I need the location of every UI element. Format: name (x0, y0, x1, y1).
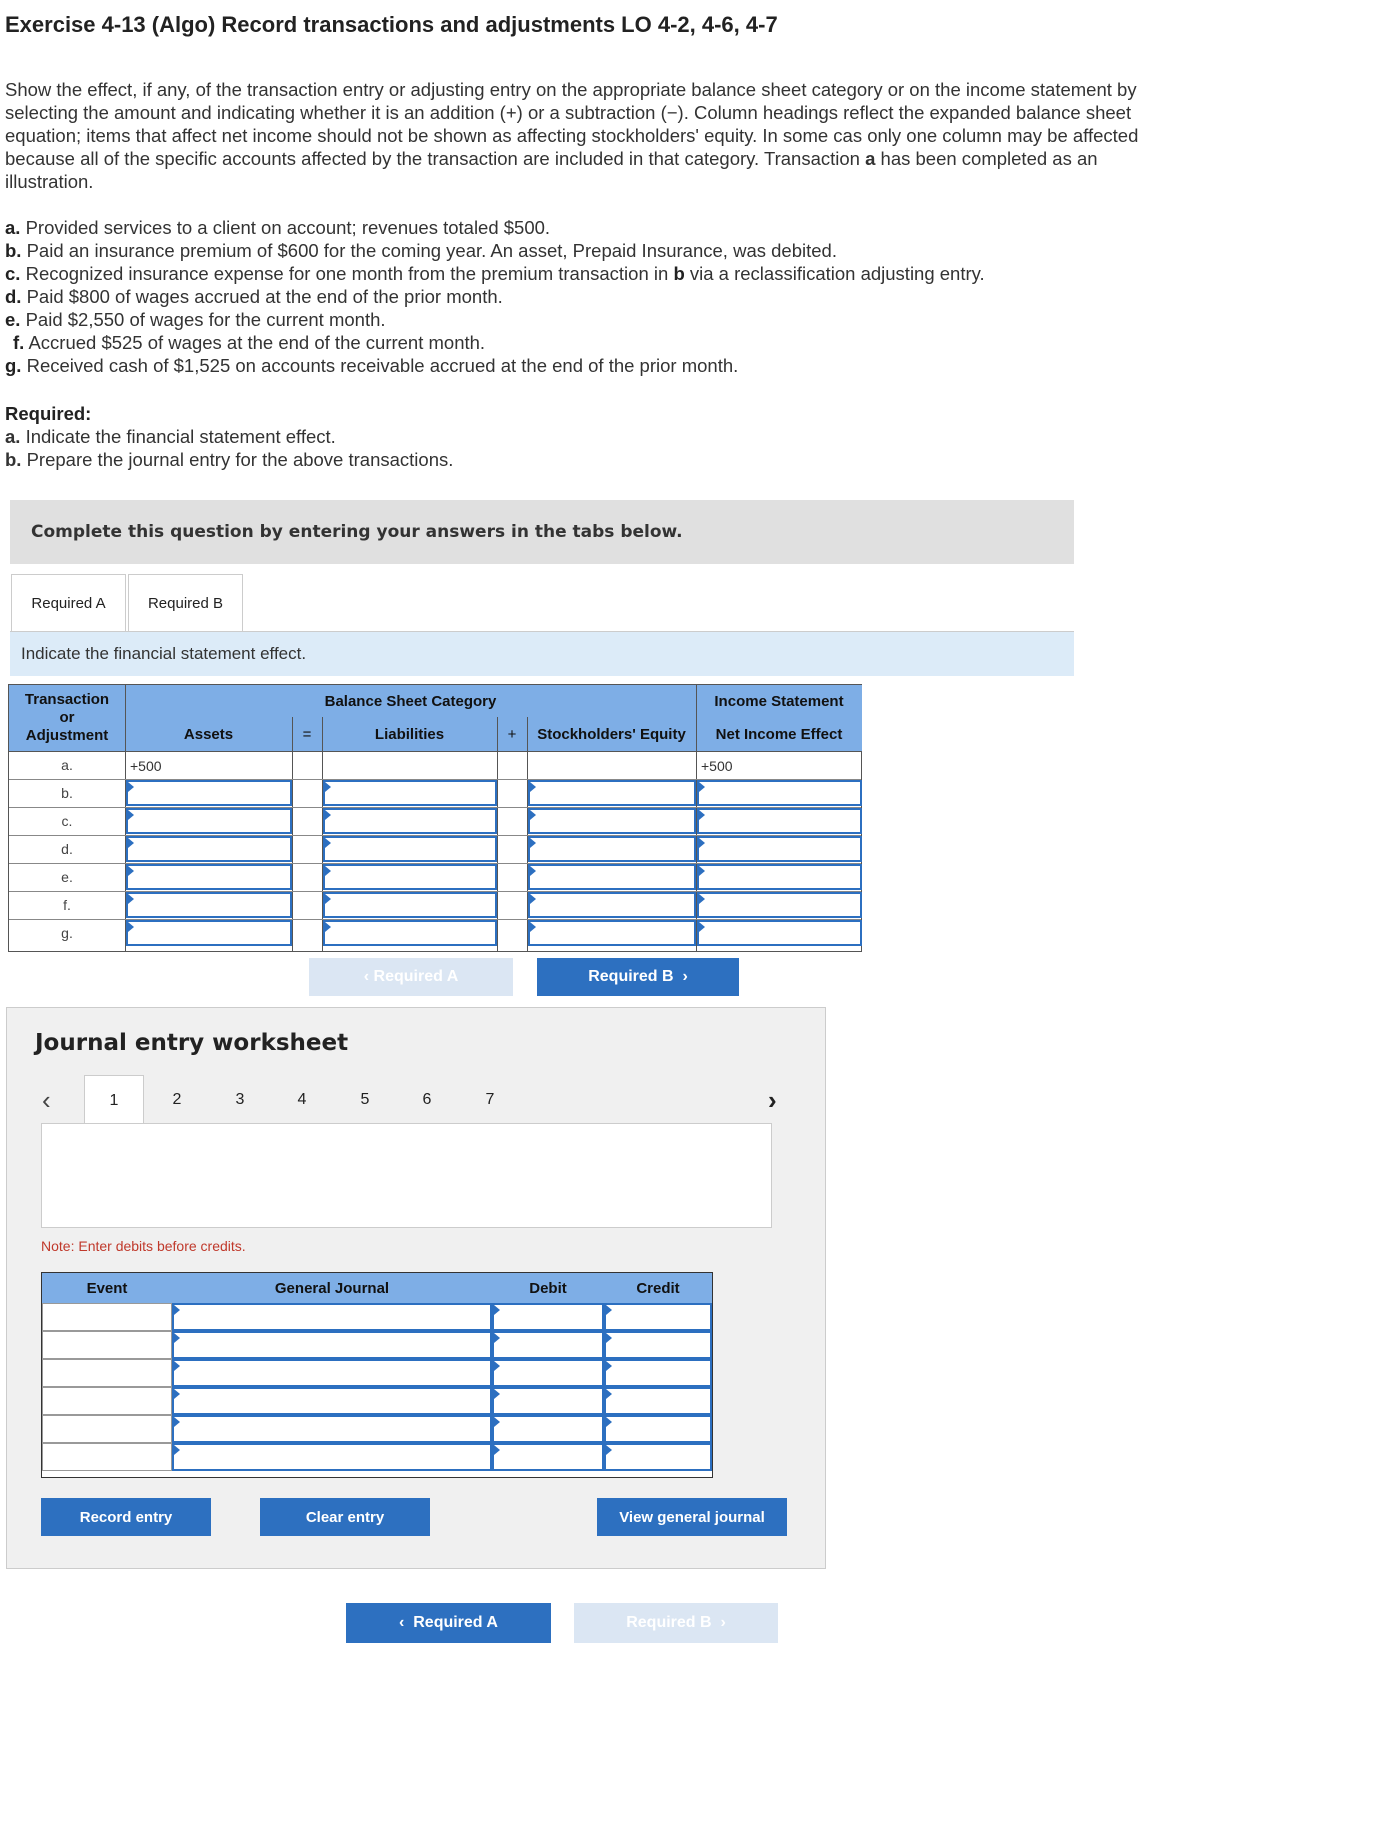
account-select[interactable] (172, 1387, 492, 1415)
row-label-b: b. (61, 785, 73, 801)
transaction-item: g. Received cash of $1,525 on accounts receivable accrued at the end of the prior month. (5, 355, 739, 376)
credit-input[interactable] (604, 1443, 712, 1471)
required-a: a. Indicate the financial statement effect. (5, 426, 336, 447)
debit-header: Debit (492, 1273, 604, 1303)
chevron-left-icon: ‹ (363, 968, 374, 985)
debit-input[interactable] (492, 1303, 604, 1331)
transaction-item: c. Recognized insurance expense for one month from the premium transaction in b via a reclassification adjusting entry. (5, 263, 985, 284)
tab-bar (11, 574, 243, 632)
row-label-e: e. (61, 869, 73, 885)
journal-title: Journal entry worksheet (35, 1030, 349, 1056)
row-label-a: a. (61, 757, 73, 773)
net-income-input[interactable] (697, 780, 862, 806)
net-income-input[interactable] (697, 836, 862, 862)
net-income-input[interactable] (697, 864, 862, 890)
page-3[interactable]: 3 (235, 1091, 245, 1108)
debit-input[interactable] (492, 1387, 604, 1415)
event-header: Event (42, 1273, 172, 1303)
bottom-next-required-b-button[interactable]: Required B › (574, 1603, 778, 1643)
transaction-list (5, 216, 985, 377)
account-select[interactable] (172, 1415, 492, 1443)
equity-input[interactable] (528, 808, 696, 834)
net-income-header: Net Income Effect (696, 717, 862, 751)
required-heading: Required: (5, 403, 92, 424)
transaction-item: a. Provided services to a client on account; revenues totaled $500. (5, 217, 551, 238)
prev-required-a-button[interactable]: ‹ Required A (309, 958, 513, 996)
liabilities-input[interactable] (323, 892, 497, 918)
row-label-g: g. (61, 925, 73, 941)
bottom-prev-required-a-button[interactable]: ‹ Required A (346, 1603, 551, 1643)
col-divider (497, 717, 498, 951)
event-cell (42, 1387, 172, 1415)
account-select[interactable] (172, 1359, 492, 1387)
page-2[interactable]: 2 (172, 1091, 182, 1108)
table-row (42, 1387, 712, 1415)
chevron-left-icon: ‹ (399, 1614, 414, 1631)
required-b: b. Prepare the journal entry for the above transactions. (5, 449, 454, 470)
assets-input[interactable] (126, 808, 292, 834)
credit-input[interactable] (604, 1331, 712, 1359)
financial-effect-table (8, 684, 862, 952)
assets-input[interactable] (126, 892, 292, 918)
journal-table (41, 1272, 713, 1478)
liabilities-input[interactable] (323, 808, 497, 834)
equity-input[interactable] (528, 892, 696, 918)
transaction-item: e. Paid $2,550 of wages for the current month. (5, 309, 386, 330)
page-7[interactable]: 7 (485, 1091, 495, 1108)
exercise-title: Exercise 4-13 (Algo) Record transactions and adjustments LO 4-2, 4-6, 4-7 (5, 12, 778, 37)
assets-input[interactable] (126, 864, 292, 890)
journal-pager (38, 1075, 790, 1125)
tab-required-a[interactable]: Required A (11, 574, 126, 632)
table-row (42, 1331, 712, 1359)
required-section (5, 402, 453, 471)
liabilities-input[interactable] (323, 836, 497, 862)
journal-description-box (41, 1123, 772, 1228)
equity-input[interactable] (528, 864, 696, 890)
equity-input[interactable] (528, 920, 696, 946)
event-cell (42, 1443, 172, 1471)
debit-input[interactable] (492, 1443, 604, 1471)
net-income-input[interactable] (697, 892, 862, 918)
event-cell (42, 1415, 172, 1443)
account-select[interactable] (172, 1303, 492, 1331)
journal-note: Note: Enter debits before credits. (41, 1238, 246, 1254)
row-label-f: f. (63, 897, 71, 913)
row-a-assets-value: +500 (130, 757, 162, 774)
event-cell (42, 1331, 172, 1359)
intro-end: has been completed as an illustration. (5, 148, 1098, 192)
page-4[interactable]: 4 (297, 1091, 307, 1108)
intro-bold: a (865, 148, 876, 169)
page-5[interactable]: 5 (360, 1091, 370, 1108)
col-transaction-header: Transaction or Adjustment (9, 685, 125, 751)
tab-instruction: Indicate the financial statement effect. (10, 632, 1074, 676)
assets-input[interactable] (126, 780, 292, 806)
event-cell (42, 1359, 172, 1387)
intro-text (5, 78, 1145, 193)
assets-input[interactable] (126, 920, 292, 946)
page-1[interactable]: 1 (84, 1075, 144, 1126)
debit-input[interactable] (492, 1415, 604, 1443)
equals-sign: = (292, 717, 322, 751)
chevron-right-icon: › (673, 968, 688, 985)
balance-sheet-header: Balance Sheet Category (125, 685, 696, 717)
credit-header: Credit (604, 1273, 712, 1303)
row-label-d: d. (61, 841, 73, 857)
liabilities-input[interactable] (323, 780, 497, 806)
chevron-right-icon[interactable]: › (768, 1084, 777, 1115)
intro-body: Show the effect, if any, of the transaction entry or adjusting entry on the appropriate balance sheet category or on the income statement by selecting the amount and indicating whether it is an addition (+) or a subtraction (−). Column headings reflect the expanded balance sheet equation; items that affect net income should not be shown as affecting stockholders' equity. In some cas only one column may be affected because all of the specific accounts affected by the transaction are included in that category. Transaction (5, 79, 1139, 169)
tab-required-b[interactable]: Required B (128, 574, 243, 632)
debit-input[interactable] (492, 1331, 604, 1359)
credit-input[interactable] (604, 1415, 712, 1443)
event-cell (42, 1303, 172, 1331)
liabilities-input[interactable] (323, 920, 497, 946)
page-6[interactable]: 6 (422, 1091, 432, 1108)
assets-input[interactable] (126, 836, 292, 862)
credit-input[interactable] (604, 1303, 712, 1331)
view-general-journal-button[interactable]: View general journal (597, 1498, 787, 1536)
row-label-c: c. (61, 813, 73, 829)
assets-header: Assets (125, 717, 292, 751)
plus-sign: + (497, 717, 527, 751)
transaction-item: b. Paid an insurance premium of $600 for the coming year. An asset, Prepaid Insurance, was debited. (5, 240, 837, 261)
table-row (42, 1443, 712, 1471)
table-row (42, 1359, 712, 1387)
chevron-right-icon: › (711, 1614, 726, 1631)
net-income-input[interactable] (697, 920, 862, 946)
table-row (42, 1303, 712, 1331)
credit-input[interactable] (604, 1387, 712, 1415)
account-select[interactable] (172, 1331, 492, 1359)
equity-input[interactable] (528, 836, 696, 862)
row-a-net-income-value: +500 (701, 757, 733, 774)
next-required-b-button[interactable]: Required B › (537, 958, 739, 996)
transaction-item: d. Paid $800 of wages accrued at the end of the prior month. (5, 286, 503, 307)
record-entry-button[interactable]: Record entry (41, 1498, 211, 1536)
equity-input[interactable] (528, 780, 696, 806)
chevron-left-icon[interactable]: ‹ (42, 1084, 51, 1115)
liabilities-input[interactable] (323, 864, 497, 890)
transaction-item: f. Accrued $525 of wages at the end of the current month. (13, 332, 486, 353)
net-income-input[interactable] (697, 808, 862, 834)
income-statement-header: Income Statement (696, 685, 862, 717)
clear-entry-button[interactable]: Clear entry (260, 1498, 430, 1536)
debit-input[interactable] (492, 1359, 604, 1387)
col-divider (292, 717, 293, 951)
credit-input[interactable] (604, 1359, 712, 1387)
equity-header: Stockholders' Equity (527, 717, 696, 751)
account-select[interactable] (172, 1443, 492, 1471)
general-journal-header: General Journal (172, 1273, 492, 1303)
table-row (42, 1415, 712, 1443)
instructions-banner: Complete this question by entering your answers in the tabs below. (10, 500, 1074, 564)
liabilities-header: Liabilities (322, 717, 497, 751)
